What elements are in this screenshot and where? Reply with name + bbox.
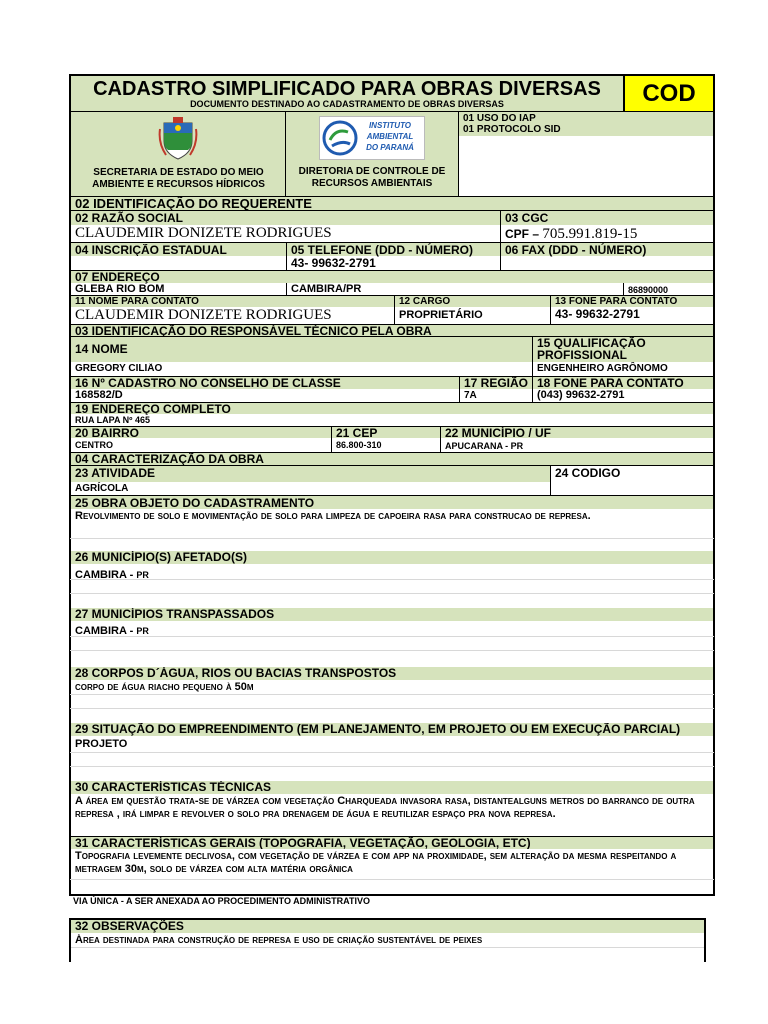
transpassados-label: 27 MUNICÍPIOS TRANSPASSADOS: [75, 608, 275, 621]
bairro-value-row: [71, 438, 713, 452]
contato-value-row: [71, 307, 713, 324]
transpassados-label-row: [71, 608, 713, 621]
regiao-value: 7A: [464, 390, 477, 401]
telefone-cell: [286, 256, 500, 270]
cargo-value: PROPRIETÁRIO: [399, 309, 483, 321]
afetados-label-row: [71, 551, 713, 564]
cep-value: 86890000: [628, 285, 669, 295]
regiao-label: 17 REGIÃO: [459, 377, 528, 390]
diretoria-cell: [286, 112, 459, 196]
divider: [70, 766, 714, 767]
cadastro-value-row: [71, 389, 713, 402]
contato-value: CLAUDEMIR DONIZETE RODRIGUES: [75, 307, 332, 323]
tecnicas-value: A área em questão trata-se de várzea com vegetação Charqueada invasora rasa, distantealguns metros do barranco de outra represa , irá limpar e revolver o solo pra drenagem de água e reutilizar espaço pra nova represa.: [75, 795, 695, 820]
title-bar: [71, 76, 623, 112]
bairro-label: 20 BAIRRO: [75, 427, 140, 439]
divider: [70, 650, 714, 651]
afetados-value-cell: [71, 565, 713, 579]
divider: [70, 708, 714, 709]
observacoes-label: 32 OBSERVAÇÕES: [75, 920, 184, 933]
cgc-label-cell: [500, 211, 713, 225]
endereco-tecnico-value-row: [71, 414, 713, 426]
cod-box: [623, 76, 713, 112]
divider: [70, 593, 714, 594]
cargo-label: 12 CARGO: [394, 296, 450, 308]
fone-tecnico-cell: [532, 389, 713, 402]
gerais-label-row: [71, 836, 713, 849]
telefone-value: 43- 99632-2791: [291, 256, 376, 270]
codigo-label: 24 CODIGO: [555, 466, 621, 480]
fone-contato-label: 13 FONE PARA CONTATO: [550, 296, 677, 308]
cadastro-label: 16 Nº CADASTRO NO CONSELHO DE CLASSE: [75, 377, 341, 390]
row-04-values: [71, 256, 713, 270]
atividade-value: AGRÍCOLA: [75, 483, 129, 494]
section-requerente: [71, 197, 713, 211]
bairro-value: CENTRO: [75, 440, 113, 450]
section-requerente-title: 02 IDENTIFICAÇÃO DO REQUERENTE: [75, 197, 312, 210]
cep-tecnico-label: 21 CEP: [331, 427, 377, 439]
transpassados-uf: PR: [136, 626, 149, 636]
section-obra-title: 04 CARACTERIZAÇÃO DA OBRA: [75, 453, 264, 466]
iap-logo: [319, 116, 425, 160]
uso-iap-label: 01 USO DO IAP: [463, 113, 536, 124]
protocolo-label: 01 PROTOCOLO SID: [463, 124, 561, 135]
cep-tecnico-value: 86.800-310: [336, 440, 382, 450]
razao-social-label-cell: [71, 211, 501, 225]
uso-iap-cell: [459, 112, 713, 136]
via-unica-note: VIA ÚNICA - A SER ANEXADA AO PROCEDIMENTO ADMINISTRATIVO: [73, 896, 371, 906]
corpos-value-cell: [71, 681, 713, 695]
objeto-value-cell: [71, 510, 713, 550]
corpos-label-row: [71, 667, 713, 680]
divider: [70, 879, 714, 880]
endereco-tecnico-label: 19 ENDEREÇO COMPLETO: [75, 403, 231, 415]
nome-value-row: [71, 362, 713, 376]
transpassados-value: CAMBIRA -: [75, 625, 137, 637]
qualificacao-label-1: 15 QUALIFICAÇÃO: [537, 337, 646, 349]
corpos-value: corpo de água riacho pequeno à 50m: [75, 681, 254, 693]
secretaria-label: SECRETARIA DE ESTADO DO MEIO AMBIENTE E RECURSOS HÍDRICOS: [92, 167, 265, 190]
secretaria-cell: [71, 112, 286, 196]
cadastro-label-row: [71, 376, 713, 389]
razao-social-value: CLAUDEMIR DONIZETE RODRIGUES: [75, 225, 332, 241]
qualificacao-label-2: PROFISSIONAL: [537, 349, 628, 361]
contato-label-row: [71, 295, 713, 307]
telefone-label: 05 TELEFONE (DDD - NÚMERO): [286, 243, 473, 257]
fone-tecnico-label: 18 FONE PARA CONTATO: [532, 377, 684, 390]
divider: [71, 947, 704, 948]
afetados-label: 26 MUNICÍPIO(S) AFETADO(S): [75, 551, 248, 564]
divider: [70, 694, 714, 695]
page-subtitle: DOCUMENTO DESTINADO AO CADASTRAMENTO DE OBRAS DIVERSAS: [190, 99, 504, 109]
afetados-value: CAMBIRA -: [75, 569, 137, 581]
municipio-label: 22 MUNICÍPIO / UF: [440, 427, 551, 439]
cgc-label: 03 CGC: [505, 211, 549, 225]
endereco-tecnico-value: RUA LAPA Nº 465: [75, 415, 150, 425]
cod-label: COD: [642, 80, 696, 107]
inscricao-label: 04 INSCRIÇÃO ESTADUAL: [75, 244, 227, 256]
qualificacao-value: ENGENHEIRO AGRÔNOMO: [537, 363, 668, 374]
cgc-value-cell: [500, 225, 713, 242]
section-obra: [71, 452, 713, 466]
atividade-value-cell: [71, 482, 551, 496]
endereco-tecnico-label-row: [71, 402, 713, 414]
cadastro-value: 168582/D: [75, 389, 123, 401]
gerais-value: Topografia levemente declivosa, com vegetação de várzea e com app na proximidade, sem alteração da mesma respeitando a metragem 30m, solo de várzea com alta matéria orgânica: [75, 850, 677, 875]
situacao-label-row: [71, 723, 713, 736]
divider: [70, 752, 714, 753]
fone-contato-cell: [550, 307, 713, 324]
bairro-label-row: [71, 426, 713, 438]
nome-value: GREGORY CILIÃO: [75, 363, 163, 374]
fone-tecnico-value: (043) 99632-2791: [537, 389, 625, 401]
objeto-label: 25 OBRA OBJETO DO CADASTRAMENTO: [75, 496, 315, 510]
tecnicas-value-cell: [71, 795, 713, 837]
qualificacao-cell: [532, 362, 713, 376]
situacao-value: PROJETO: [75, 738, 128, 750]
razao-social-label: 02 RAZÃO SOCIAL: [75, 211, 184, 225]
municipio-value: APUCARANA - PR: [445, 441, 524, 451]
fone-contato-value: 43- 99632-2791: [555, 307, 640, 321]
via-unica-note-cell: [73, 895, 673, 907]
divider: [70, 636, 714, 637]
objeto-label-row: [71, 495, 713, 509]
regiao-cell: [459, 389, 532, 402]
gerais-label: 31 CARACTERÍSTICAS GERAIS (TOPOGRAFIA, VEGETAÇÃO, GEOLOGIA, ETC): [75, 837, 531, 849]
objeto-value: Revolvimento de solo e movimentação de solo para limpeza de capoeira rasa para construcao de represa.: [75, 510, 591, 522]
situacao-label: 29 SITUAÇÃO DO EMPREENDIMENTO (EM PLANEJAMENTO, EM PROJETO OU EM EXECUÇÃO PARCIAL): [75, 723, 681, 736]
observacoes-value: Área destinada para construção de represa e uso de criação sustentável de peixes: [75, 934, 483, 946]
cgc-value: 705.991.819-15: [542, 226, 638, 242]
endereco-label: 07 ENDEREÇO: [75, 271, 160, 284]
municipio-cell: [440, 438, 713, 452]
diretoria-label: DIRETORIA DE CONTROLE DE RECURSOS AMBIENTAIS: [298, 166, 446, 189]
situacao-value-cell: [71, 738, 713, 752]
afetados-uf: PR: [136, 570, 149, 580]
iap-logo-text: INSTITUTO AMBIENTAL DO PARANÁ: [366, 121, 414, 152]
cgc-prefix: CPF –: [505, 227, 543, 241]
observacoes-label-row: [71, 920, 704, 933]
endereco-value: GLEBA RIO BOM: [75, 283, 165, 295]
atividade-label-cell: [71, 466, 551, 482]
endereco-label-row: [71, 270, 713, 283]
fax-cell: [500, 256, 713, 270]
contato-label: 11 NOME PARA CONTATO: [75, 296, 199, 307]
fax-label: 06 FAX (DDD - NÚMERO): [500, 243, 646, 257]
nome-label: 14 NOME: [75, 342, 128, 356]
parana-coat-of-arms-icon: [158, 117, 198, 161]
divider: [70, 538, 714, 539]
gerais-value-cell: [71, 850, 713, 880]
codigo-cell: [550, 466, 713, 496]
cargo-cell: [394, 307, 550, 324]
transpassados-value-cell: [71, 621, 713, 635]
observacoes-value-cell: [71, 934, 704, 948]
qualificacao-label-cell: [532, 337, 713, 362]
page-title: CADASTRO SIMPLIFICADO PARA OBRAS DIVERSAS: [93, 78, 601, 100]
corpos-label: 28 CORPOS D´ÁGUA, RIOS OU BACIAS TRANSPOSTOS: [75, 667, 397, 680]
section-tecnico-title: 03 IDENTIFICAÇÃO DO RESPONSÁVEL TÉCNICO PELA OBRA: [75, 325, 432, 337]
row-04-labels: [71, 242, 713, 256]
cidade-value: CAMBIRA/PR: [291, 283, 362, 295]
razao-social-value-cell: [71, 225, 501, 242]
atividade-label: 23 ATIVIDADE: [75, 466, 156, 480]
iap-swirl-icon: [322, 120, 358, 156]
tecnicas-label: 30 CARACTERÍSTICAS TÉCNICAS: [75, 781, 272, 794]
nome-label-cell: [71, 337, 533, 362]
tecnicas-label-row: [71, 781, 713, 794]
divider: [70, 579, 714, 580]
section-tecnico: [71, 324, 713, 337]
cep-tecnico-cell: [331, 438, 440, 452]
